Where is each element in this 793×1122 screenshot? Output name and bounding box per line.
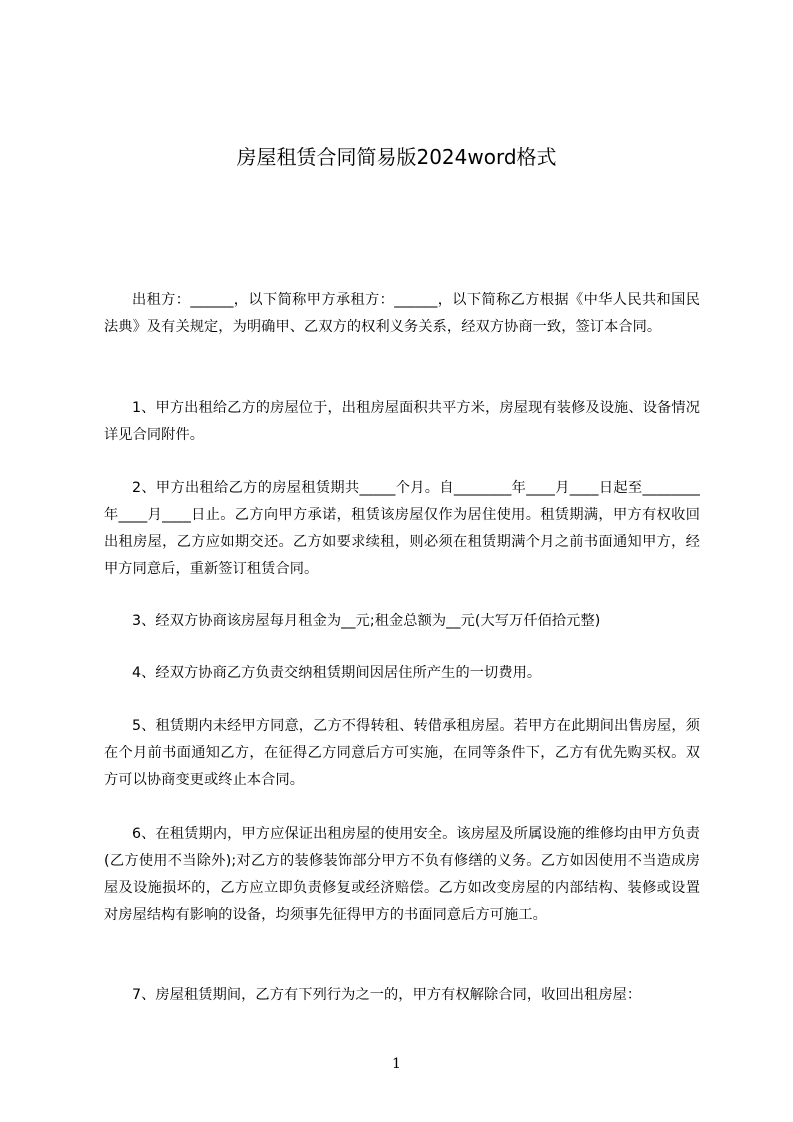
page-number: 1 [392, 1056, 401, 1072]
paragraph-clause-4: 4、经双方协商乙方负责交纳租赁期间因居住所产生的一切费用。 [132, 665, 542, 681]
paragraph-clause-5: 5、租赁期内未经甲方同意，乙方不得转租、转借承租房屋。若甲方在此期间出售房屋，须在个月前书面通知乙方，在征得乙方同意后方可实施，在同等条件下，乙方有优先购买权。双方可以协商变更或终止本合同。 [104, 718, 700, 788]
paragraph-clause-2: 2、甲方出租给乙方的房屋租赁期共_____个月。自________年____月____日起至________年____月____日止。乙方向甲方承诺，租赁该房屋仅作为居住使用。租赁期满，甲方有权收回出租房屋，乙方应如期交还。乙方如要求续租，则必须在租赁期满个月之前书面通知甲方，经甲方同意后，重新签订租赁合同。 [104, 480, 700, 577]
paragraph-clause-1: 1、甲方出租给乙方的房屋位于，出租房屋面积共平方米，房屋现有装修及设施、设备情况详见合同附件。 [104, 400, 700, 443]
document-title: 房屋租赁合同简易版2024word格式 [236, 145, 557, 169]
paragraph-clause-6: 6、在租赁期内，甲方应保证出租房屋的使用安全。该房屋及所属设施的维修均由甲方负责(乙方使用不当除外);对乙方的装修装饰部分甲方不负有修缮的义务。乙方如因使用不当造成房屋及设施损坏的，乙方应立即负责修复或经济赔偿。乙方如改变房屋的内部结构、装修或设置对房屋结构有影响的设备，均须事先征得甲方的书面同意后方可施工。 [104, 826, 700, 923]
paragraph-clause-7: 7、房屋租赁期间，乙方有下列行为之一的，甲方有权解除合同，收回出租房屋： [132, 987, 642, 1003]
paragraph-intro: 出租方：______，以下简称甲方承租方：______，以下简称乙方根据《中华人民共和国民法典》及有关规定，为明确甲、乙双方的权利义务关系，经双方协商一致，签订本合同。 [104, 292, 700, 335]
paragraph-clause-3: 3、经双方协商该房屋每月租金为__元;租金总额为__元(大写万仟佰拾元整) [132, 613, 601, 629]
